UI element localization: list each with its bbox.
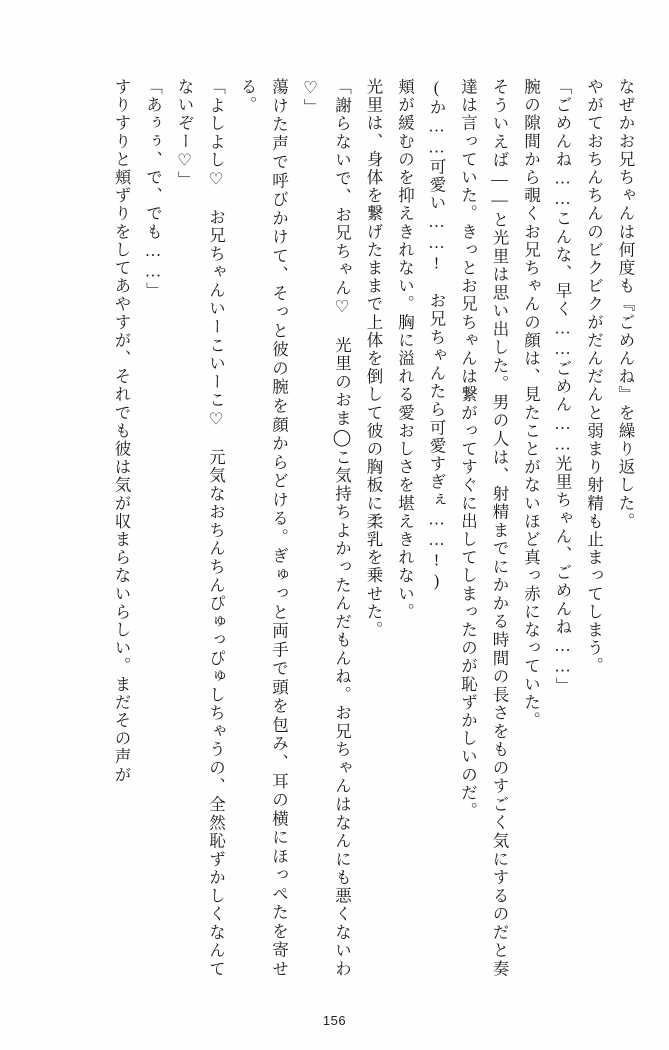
paragraph: 「謝らないで、お兄ちゃん♡ 光里のおま◯こ気持ちよかったんだもんね。お兄ちゃんはなんにも悪くないわ♡」 <box>301 78 352 978</box>
paragraph: 光里は、身体を繋げたままで上体を倒して彼の胸板に柔乳を乗せた。 <box>364 78 383 640</box>
paragraph: 腕の隙間から覗くお兄ちゃんの顔は、見たことがないほど真っ赤になっていた。 <box>521 78 541 730</box>
paragraph: そういえば――と光里は思い出した。男の人は、射精までにかかる時間の長さをものすごく気にするのだと奏達は言っていた。きっとお兄ちゃんは繋がってすぐに出してしまったのが恥ずかしいのだ。 <box>458 78 509 978</box>
paragraph: 「よしよし♡ お兄ちゃんいーこいーこ♡ 元気なおちんちんぴゅっぴゅしちゃうの、全然恥ずかしくなんてないぞー♡」 <box>175 78 226 978</box>
paragraph: 「ごめんね……こんな、早く……ごめん……光里ちゃん、ごめんね……」 <box>553 78 572 696</box>
paragraph: すりすりと頬ずりをしてあやすが、それでも彼は気が収まらないらしい。まだその声が <box>112 78 131 784</box>
paragraph: なぜかお兄ちゃんは何度も『ごめんね』を繰り返した。 <box>616 78 635 531</box>
paragraph: 蕩けた声で呼びかけて、そっと彼の腕を顔からどける。ぎゅっと両手で頭を包み、耳の横にほっぺたを寄せる。 <box>238 78 289 978</box>
paragraph: 「あぅぅ、で、でも……」 <box>143 78 163 301</box>
paragraph: やがておちんちんのビクビクがだんだんと弱まり射精も止まってしまう。 <box>584 78 604 676</box>
paragraph: 頬が緩むのを抑えきれない。胸に溢れる愛おしさを堪えきれない。 <box>395 78 415 621</box>
paragraph: (か……可愛い……! お兄ちゃんたら可愛すぎぇ……!) <box>427 78 446 592</box>
body-text <box>28 78 641 978</box>
page-number: 156 <box>322 1013 347 1028</box>
